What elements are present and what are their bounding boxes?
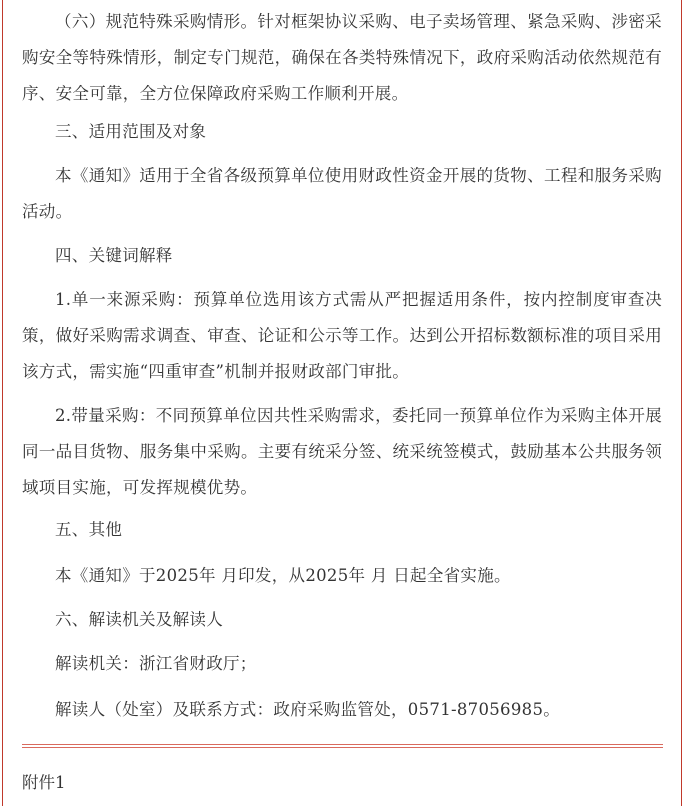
left-page-border <box>2 0 3 806</box>
attachment-label: 附件1 <box>22 773 66 792</box>
section-heading-interpreter: 六、解读机关及解读人 <box>55 610 223 629</box>
divider-line-bottom <box>22 747 663 748</box>
paragraph-scope: 本《通知》适用于全省各级预算单位使用财政性资金开展的货物、工程和服务采购活动。 <box>22 166 662 221</box>
paragraph-special-procurement: （六）规范特殊采购情形。针对框架协议采购、电子卖场管理、紧急采购、涉密采购安全等特殊情形，制定专门规范，确保在各类特殊情况下，政府采购活动依然规范有序、安全可靠，全方位保障政府采购工作顺利开展。 <box>22 12 662 103</box>
section-heading-other: 五、其他 <box>55 520 123 539</box>
right-page-border <box>681 0 682 806</box>
paragraph-volume-procurement: 2.带量采购：不同预算单位因共性采购需求，委托同一预算单位作为采购主体开展同一品目货物、服务集中采购。主要有统采分签、统采统签模式，鼓励基本公共服务领域项目实施，可发挥规模优势。 <box>22 406 662 497</box>
paragraph-contact: 解读人（处室）及联系方式：政府采购监管处，0571-87056985。 <box>55 700 561 719</box>
divider-line-top <box>22 744 663 745</box>
paragraph-single-source: 1.单一来源采购：预算单位选用该方式需从严把握适用条件，按内控制度审查决策，做好采购需求调查、审查、论证和公示等工作。达到公开招标数额标准的项目采用该方式，需实施“四重审查”机制并报财政部门审批。 <box>22 290 662 381</box>
paragraph-effective-date: 本《通知》于2025年 月印发，从2025年 月 日起全省实施。 <box>55 566 511 585</box>
paragraph-interpreting-agency: 解读机关：浙江省财政厅； <box>55 654 257 673</box>
section-divider <box>22 744 663 750</box>
section-heading-keywords: 四、关键词解释 <box>55 246 173 265</box>
section-heading-scope: 三、适用范围及对象 <box>55 122 207 141</box>
